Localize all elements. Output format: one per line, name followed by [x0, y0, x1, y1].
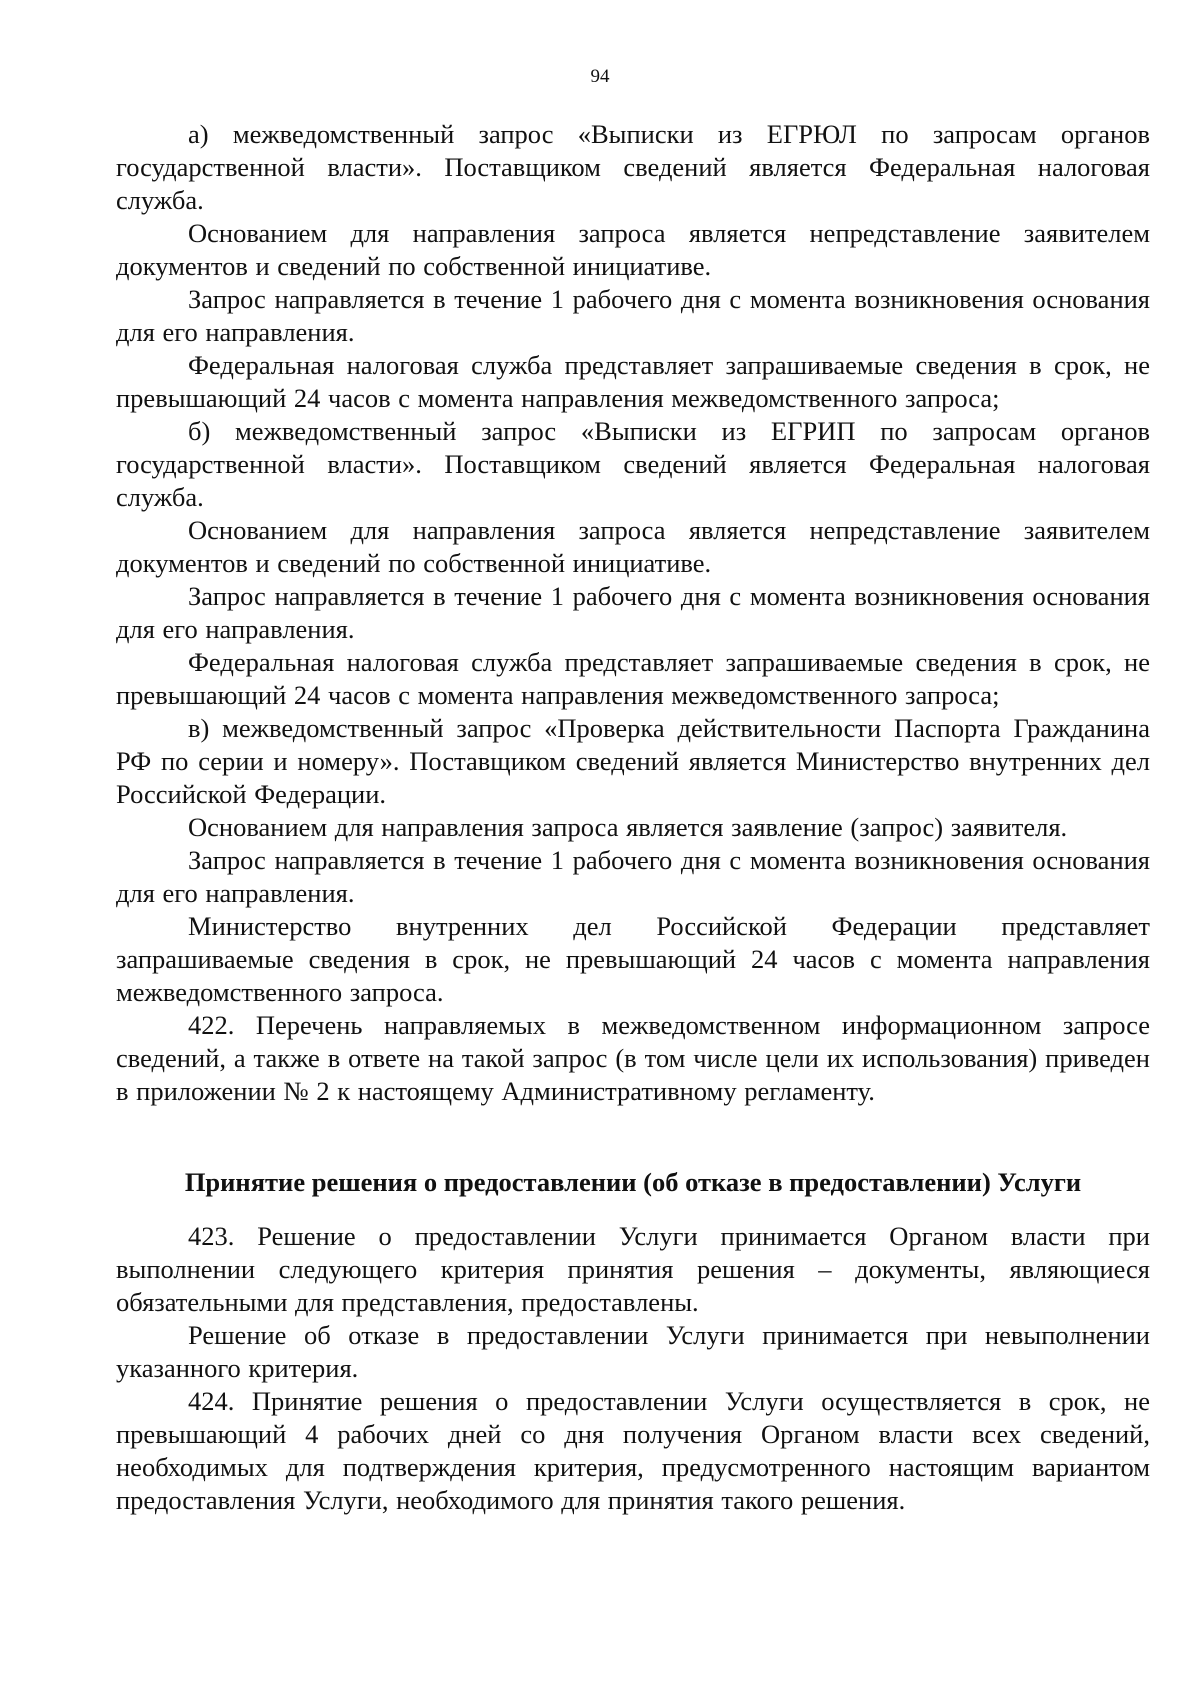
paragraph-v-passport-check: в) межведомственный запрос «Проверка действительности Паспорта Гражданина РФ по серии и номеру». Поставщиком сведений является Министерство внутренних дел Российской Федерации.	[116, 713, 1150, 809]
section-heading: Принятие решения о предоставлении (об отказе в предоставлении) Услуги	[184, 1167, 1082, 1197]
paragraph-mvd-response: Министерство внутренних дел Российской Федерации представляет запрашиваемые сведения в срок, не превышающий 24 часов с момента направления межведомственного запроса.	[116, 911, 1150, 1007]
paragraph-timing: Запрос направляется в течение 1 рабочего дня с момента возникновения основания для его направления.	[116, 845, 1150, 908]
paragraph-b-egrip: б) межведомственный запрос «Выписки из ЕГРИП по запросам органов государственной власти». Поставщиком сведений является Федеральная налоговая служба.	[116, 416, 1150, 512]
paragraph-a-egryul: а) межведомственный запрос «Выписки из ЕГРЮЛ по запросам органов государственной власти». Поставщиком сведений является Федеральная налоговая служба.	[116, 119, 1150, 215]
paragraph-timing: Запрос направляется в течение 1 рабочего дня с момента возникновения основания для его направления.	[116, 284, 1150, 347]
paragraph-fns-response: Федеральная налоговая служба представляет запрашиваемые сведения в срок, не превышающий 24 часов с момента направления межведомственного запроса;	[116, 647, 1150, 710]
paragraph-424: 424. Принятие решения о предоставлении Услуги осуществляется в срок, не превышающий 4 рабочих дней со дня получения Органом власти всех сведений, необходимых для подтверждения критерия, предусмотренного настоящим вариантом предоставления Услуги, необходимого для принятия такого решения.	[116, 1386, 1150, 1515]
paragraph-timing: Запрос направляется в течение 1 рабочего дня с момента возникновения основания для его направления.	[116, 581, 1150, 644]
page-number: 94	[590, 66, 610, 87]
paragraph-basis: Основанием для направления запроса является непредставление заявителем документов и сведений по собственной инициативе.	[116, 515, 1150, 578]
spacer	[116, 1199, 1150, 1220]
paragraph-423: 423. Решение о предоставлении Услуги принимается Органом власти при выполнении следующего критерия принятия решения – документы, являющиеся обязательными для представления, предоставлены.	[116, 1221, 1150, 1317]
document-body	[116, 118, 1150, 1517]
paragraph-basis: Основанием для направления запроса является заявление (запрос) заявителя.	[188, 812, 1068, 842]
paragraph-fns-response: Федеральная налоговая служба представляет запрашиваемые сведения в срок, не превышающий 24 часов с момента направления межведомственного запроса;	[116, 350, 1150, 413]
spacer	[116, 1108, 1150, 1166]
paragraph-422: 422. Перечень направляемых в межведомственном информационном запросе сведений, а также в ответе на такой запрос (в том числе цели их использования) приведен в приложении № 2 к настоящему Административному регламенту.	[116, 1010, 1150, 1106]
paragraph-basis: Основанием для направления запроса является непредставление заявителем документов и сведений по собственной инициативе.	[116, 218, 1150, 281]
paragraph-refusal: Решение об отказе в предоставлении Услуги принимается при невыполнении указанного критерия.	[116, 1320, 1150, 1383]
